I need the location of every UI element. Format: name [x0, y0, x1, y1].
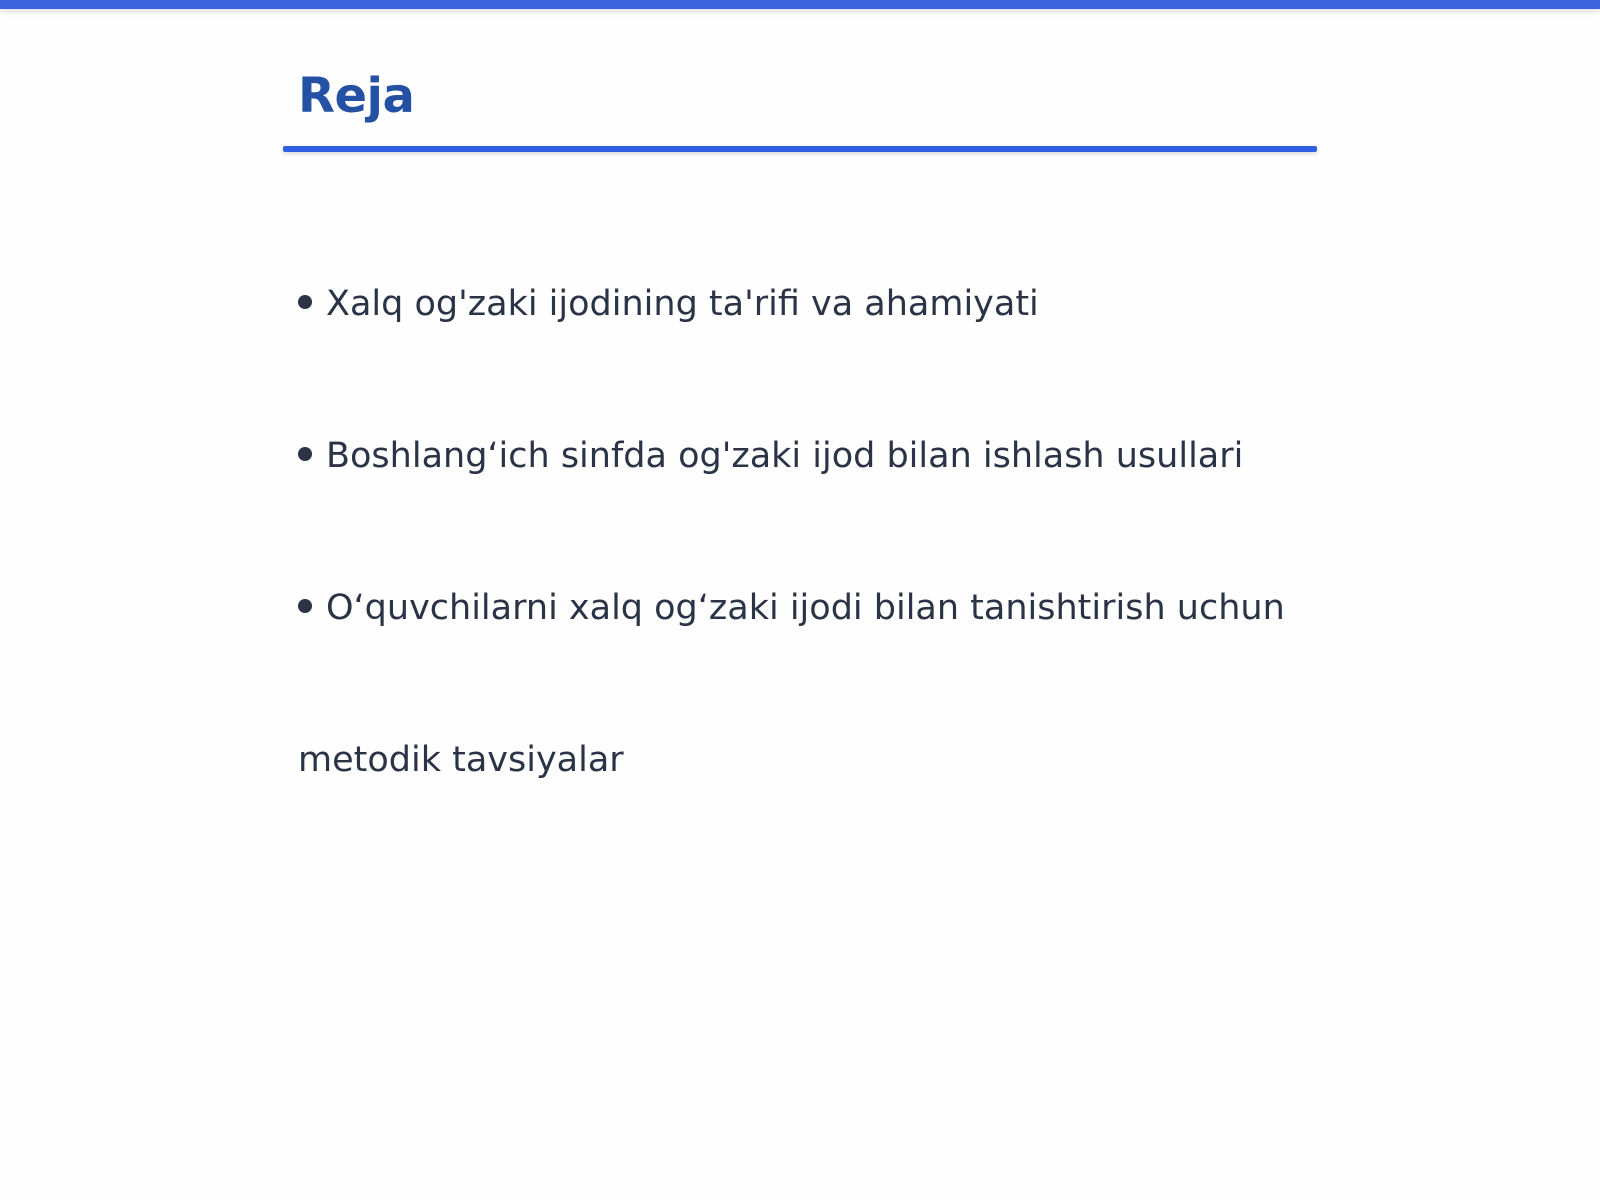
list-item	[298, 280, 1328, 432]
bullet-list	[298, 280, 1328, 888]
bullet-dot-icon	[298, 295, 312, 309]
slide-title: Reja	[298, 68, 415, 124]
bullet-text: Boshlang‘ich sinfda og'zaki ijod bilan ishlash usullari	[326, 436, 1244, 476]
list-item	[298, 432, 1328, 584]
bullet-dot-icon	[298, 447, 312, 461]
bullet-text: Xalq og'zaki ijodining ta'rifi va ahamiyati	[326, 284, 1039, 324]
list-item-continuation	[298, 736, 1328, 888]
list-item	[298, 584, 1328, 736]
continuation-text: metodik tavsiyalar	[298, 740, 624, 780]
title-underline	[283, 146, 1317, 152]
bullet-text: O‘quvchilarni xalq og‘zaki ijodi bilan tanishtirish uchun	[326, 588, 1285, 628]
top-accent-bar	[0, 0, 1600, 9]
bullet-dot-icon	[298, 599, 312, 613]
